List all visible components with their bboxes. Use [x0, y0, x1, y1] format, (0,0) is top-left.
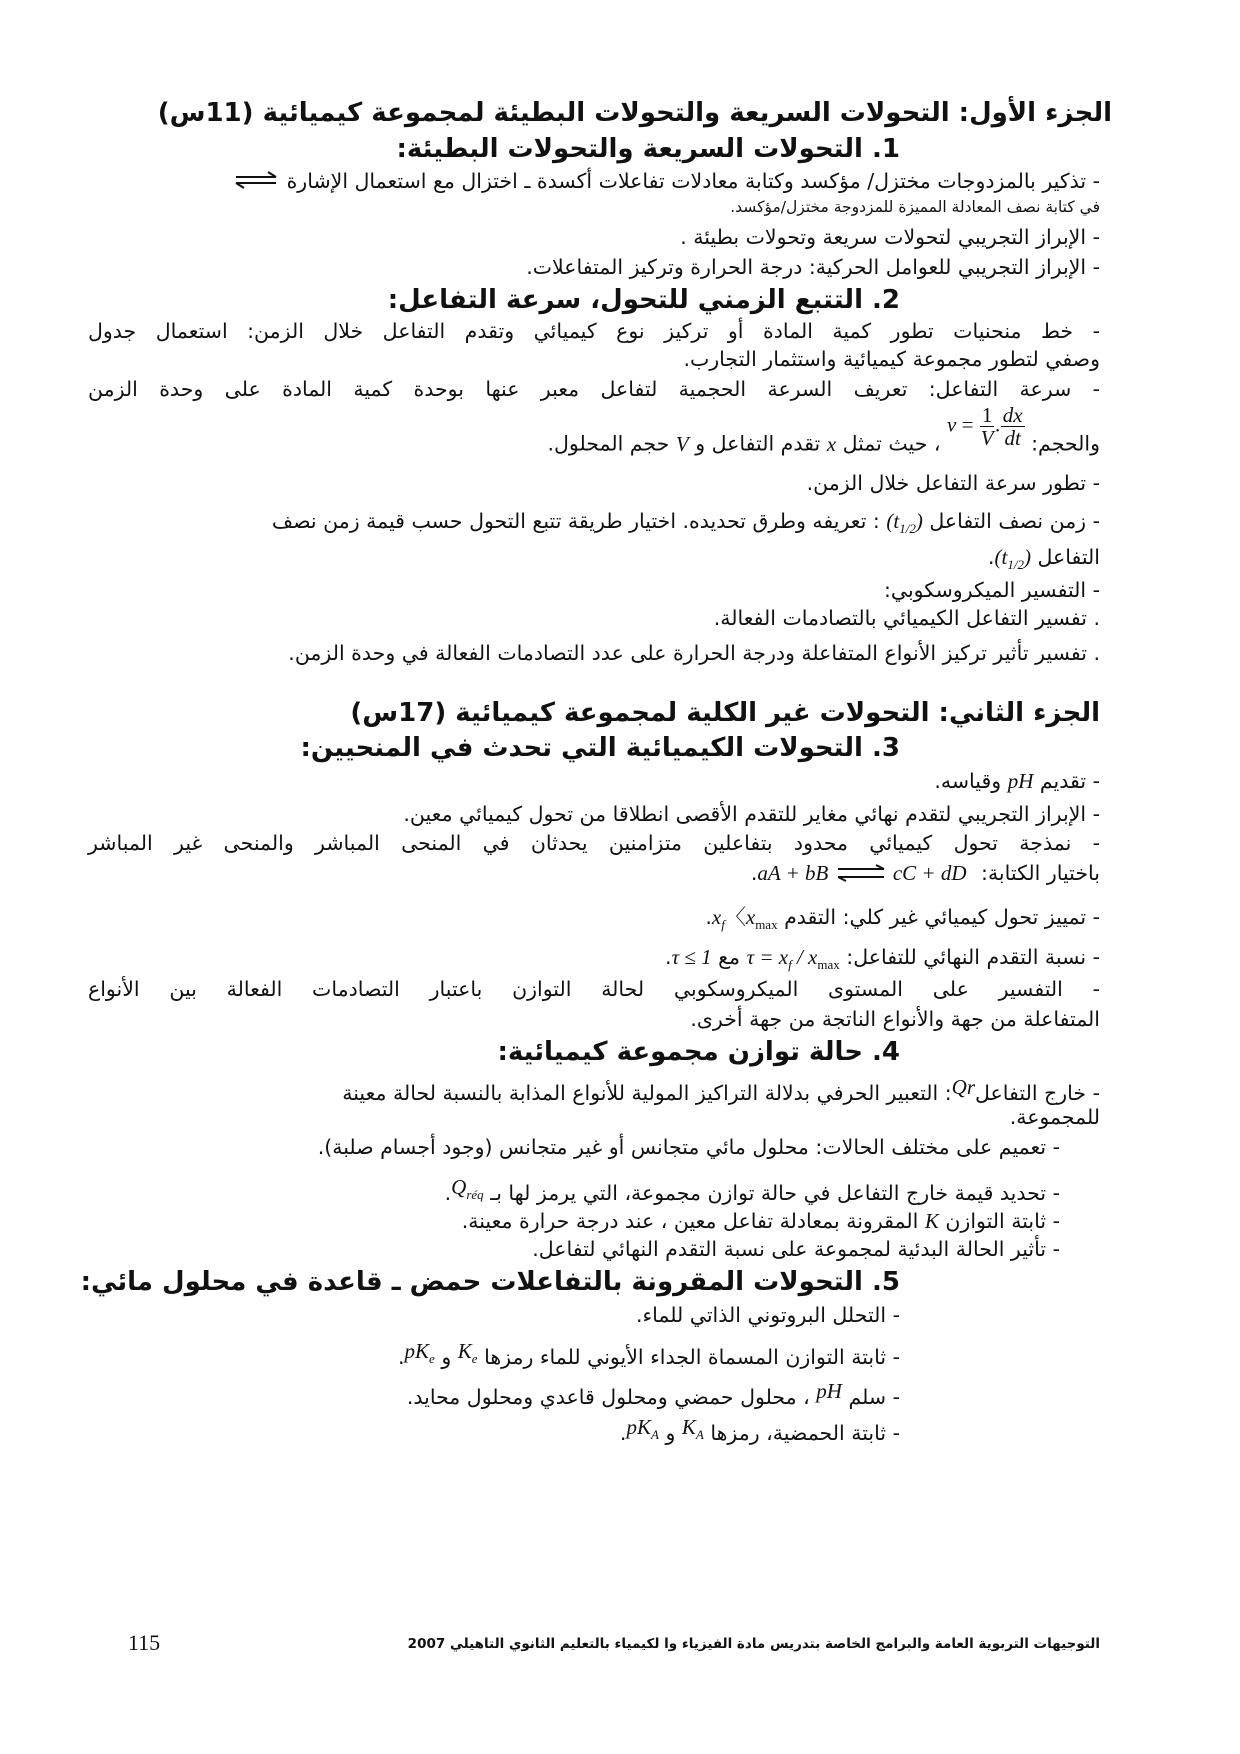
reaction-equation [757, 860, 966, 888]
and-text: و [441, 1345, 452, 1369]
var-V: V [675, 431, 689, 456]
scale-text: ، محلول حمضي ومحلول قاعدي ومحلول محايد. [406, 1385, 810, 1409]
pKA-symbol [626, 1414, 658, 1448]
tau-formula [747, 944, 840, 978]
section2-line9: . تفسير التفاعل الكيميائي بالتصادمات الفعالة. [713, 606, 1100, 630]
section3-line4: باختيار الكتابة: aA + bB cC + dD. [88, 860, 1100, 888]
section1-line3: - الإبراز التجريبي لتحولات سريعة وتحولات بطيئة . [680, 225, 1100, 249]
section2-line7: التفاعل $(t_{1/2})$. [88, 544, 1100, 578]
var-x: x [826, 431, 837, 456]
page-number: 115 [128, 1630, 161, 1655]
xmax-sub: max [755, 917, 778, 933]
KA-symbol [682, 1414, 704, 1448]
fraction-dt: dt [1004, 426, 1021, 450]
section3-line7: - التفسير على المستوى الميكروسكوبي لحالة التوازن باعتبار التصادمات الفعالة بين الأنواع [88, 977, 1100, 1001]
tau-eq: τ = x [746, 945, 789, 969]
pKe-pK: pK [404, 1339, 430, 1363]
acidity-text: - ثابتة الحمضية، رمزها [710, 1421, 900, 1445]
section1-line1-text: - تذكير بالمزدوجات مختزل/ مؤكسد وكتابة معادلات تفاعلات أكسدة ـ اختزال مع استعمال الإشارة [286, 169, 1100, 193]
section3-line6: - نسبة التقدم النهائي للتفاعل: $\tau = x_f / x_{max}$ مع τ ≤ 1. [88, 944, 1100, 978]
section5-line2: - ثابتة التوازن المسماة الجداء الأيوني للماء رمزها $K_e$ و $pK_e$. [88, 1338, 900, 1372]
half-life-symbol-2: $(t_{1/2})$ [994, 545, 1031, 573]
quotient-text: : التعبير الحرفي بدلالة التراكيز المولية للأنواع المذابة بالنسبة لحالة معينة [342, 1081, 952, 1105]
Ke-symbol [458, 1338, 478, 1372]
section3-line3: - نمذجة تحول كيميائي محدود بتفاعلين متزامنين يحدثان في المنحى المباشر والمنحى غير المباشر [88, 831, 1100, 855]
section4-title: 4. حالة توازن مجموعة كيميائية: [497, 1037, 900, 1067]
distinguish-text: - تمييز تحول كيميائي غير كلي: التقدم [784, 905, 1100, 929]
advance-text: تقدم التفاعل و [695, 431, 821, 456]
section3-line8: المتفاعلة من جهة والأنواع الناتجة من جهة أخرى. [690, 1007, 1100, 1031]
writing-label: باختيار الكتابة: [981, 861, 1100, 885]
pKe-sub: e [429, 1351, 435, 1367]
part2-title: الجزء الثاني: التحولات غير الكلية لمجموعة كيميائية (17س) [350, 698, 1100, 728]
pKe-symbol [405, 1338, 435, 1372]
fraction-denominator: V [980, 426, 994, 450]
Qreq-symbol [451, 1174, 484, 1208]
section2-line8: - التفسير الميكروسكوبي: [883, 578, 1100, 602]
rate-formula [947, 404, 1025, 449]
fraction-dx: dx [1002, 403, 1023, 427]
equilibrium-arrow-icon [834, 862, 888, 888]
section1-line4: - الإبراز التجريبي للعوامل الحركية: درجة الحرارة وتركيز المتفاعلات. [526, 255, 1100, 279]
section3-line5: - تمييز تحول كيميائي غير كلي: التقدم $x_f$〈$x_{max}$. [88, 904, 1100, 938]
section4-line2: للمجموعة. [1009, 1105, 1100, 1129]
pH-symbol: pH [1007, 769, 1034, 793]
Ke-sub: e [471, 1351, 478, 1367]
section2-line3: - سرعة التفاعل: تعريف السرعة الحجمية لتفاعل معبر عنها بوحدة كمية المادة على وحدة الزمن [88, 377, 1100, 401]
fraction-dx-dt [1001, 404, 1025, 449]
KA-K: K [681, 1415, 696, 1439]
pKA-pK: pK [626, 1415, 651, 1439]
measure-text: وقياسه. [934, 769, 1002, 793]
ratio-label: - نسبة التقدم النهائي للتفاعل: [846, 945, 1100, 969]
with-text: مع [718, 945, 741, 969]
section2-line2: وصفي لتطور مجموعة كيميائية واستثمار التجارب. [683, 347, 1100, 371]
constant-label: - ثابتة التوازن [945, 1209, 1060, 1233]
reaction-word: التفاعل [1037, 545, 1100, 569]
where-text: ، حيث تمثل [842, 431, 941, 456]
fraction-numerator: 1 [981, 403, 993, 427]
double-arrow-icon [232, 169, 280, 195]
section4-line1 [88, 1074, 1100, 1106]
lt-symbol: 〈 [724, 905, 746, 929]
section3-title: 3. التحولات الكيميائية التي تحدث في المنحيين: [300, 733, 900, 763]
half-sub-2: 1/2 [1007, 557, 1024, 573]
section1-line1 [88, 168, 1100, 195]
Qreq-Q: Q [451, 1175, 467, 1199]
ionic-product-text: - ثابتة التوازن المسماة الجداء الأيوني للماء رمزها [484, 1345, 900, 1369]
volume-text: حجم المحلول. [547, 431, 670, 456]
KA-sub: A [695, 1427, 704, 1443]
xf-lt-xmax [712, 904, 778, 938]
determine-text: - تحديد قيمة خارج التفاعل في حالة توازن مجموعة، التي يرمز لها بـ [490, 1181, 1060, 1205]
half-sub: 1/2 [899, 521, 916, 537]
half-life-symbol: $(t_{1/2})$ [886, 509, 923, 537]
formula-eq: = [961, 412, 974, 437]
fraction-1-over-V [979, 404, 996, 449]
section5-line1: - التحلل البروتوني الذاتي للماء. [635, 1303, 900, 1327]
xf-f: f [721, 917, 725, 933]
constant-text: المقرونة بمعادلة تفاعل معين ، عند درجة حرارة معينة. [461, 1209, 919, 1233]
t-symbol-2: t [1001, 545, 1008, 569]
Ke-K: K [457, 1339, 472, 1363]
section2-line1: - خط منحنيات تطور كمية المادة أو تركيز نوع كيميائي وتقدم التفاعل خلال الزمن: استعمال جدول [88, 319, 1100, 343]
xf-x: x [711, 905, 722, 929]
Qr-symbol: Qr [951, 1075, 976, 1099]
tau-f: f [788, 957, 792, 973]
formula-dot: . [995, 412, 1001, 437]
xmax-x: x [745, 905, 756, 929]
section2-line6 [88, 508, 1100, 542]
intro-text: - تقديم [1039, 769, 1100, 793]
section2-line5: - تطور سرعة التفاعل خلال الزمن. [806, 471, 1100, 495]
section5-line4: - ثابتة الحمضية، رمزها $K_A$ و $pK_A$. [88, 1414, 900, 1448]
half-life-text: : تعريفه وطرق تحديده. اختيار طريقة تتبع التحول حسب قيمة زمن نصف [271, 509, 880, 533]
section3-line1 [88, 768, 1100, 794]
pH-symbol-2: pH [816, 1379, 842, 1403]
section3-line2: - الإبراز التجريبي لتقدم نهائي مغاير للتقدم الأقصى انطلاقا من تحول كيميائي معين. [403, 802, 1100, 826]
and-text-2: و [665, 1421, 676, 1445]
section4-line6: - تأثير الحالة البدئية لمجموعة على نسبة التقدم النهائي لتفاعل. [532, 1237, 1060, 1261]
tau-le: τ ≤ 1 [671, 945, 712, 969]
scale-label: - سلم [848, 1385, 900, 1409]
half-life-label: - زمن نصف التفاعل [929, 509, 1100, 533]
section4-line3: - تعميم على مختلف الحالات: محلول مائي متجانس أو غير متجانس (وجود أجسام صلبة). [317, 1135, 1060, 1159]
section1-title: 1. التحولات السريعة والتحولات البطيئة: [396, 134, 900, 164]
reaction-left: aA + bB [757, 861, 829, 885]
reaction-right: cC + dD [892, 861, 967, 885]
formula-v: v [947, 412, 957, 437]
section1-line2: في كتابة نصف المعادلة المميزة للمزدوجة مختزل/مؤكسد. [730, 198, 1100, 216]
pKA-sub: A [650, 1427, 659, 1443]
Qreq-sub: réq [466, 1187, 484, 1203]
tau-max: max [817, 957, 840, 973]
section4-line5 [88, 1208, 1060, 1234]
footer-text: التوجيهات التربوية العامة والبرامج الخاصة بتدريس مادة الفيزياء وا لكيمياء بالتعليم الثانوي التاهيلي 2007 [407, 1636, 1100, 1652]
t-symbol: t [893, 509, 900, 533]
section2-line4 [88, 404, 1100, 464]
K-symbol: K [924, 1209, 939, 1233]
section2-title: 2. التتبع الزمني للتحول، سرعة التفاعل: [387, 285, 900, 315]
section2-line10: . تفسير تأثير تركيز الأنواع المتفاعلة ودرجة الحرارة على عدد التصادمات الفعالة في وحدة الزمن. [288, 641, 1100, 665]
tau-slash: / x [791, 945, 818, 969]
part1-title: الجزء الأول: التحولات السريعة والتحولات البطيئة لمجموعة كيميائية (11س) [157, 98, 1112, 128]
section4-line4: - تحديد قيمة خارج التفاعل في حالة توازن مجموعة، التي يرمز لها بـ $Q_{réq}$. [88, 1174, 1060, 1208]
volume-label: والحجم: [1031, 431, 1100, 456]
section5-title: 5. التحولات المقرونة بالتفاعلات حمض ـ قاعدة في محلول مائي: [80, 1267, 900, 1297]
section5-line3 [88, 1378, 900, 1410]
quotient-label: - خارج التفاعل [975, 1081, 1100, 1105]
